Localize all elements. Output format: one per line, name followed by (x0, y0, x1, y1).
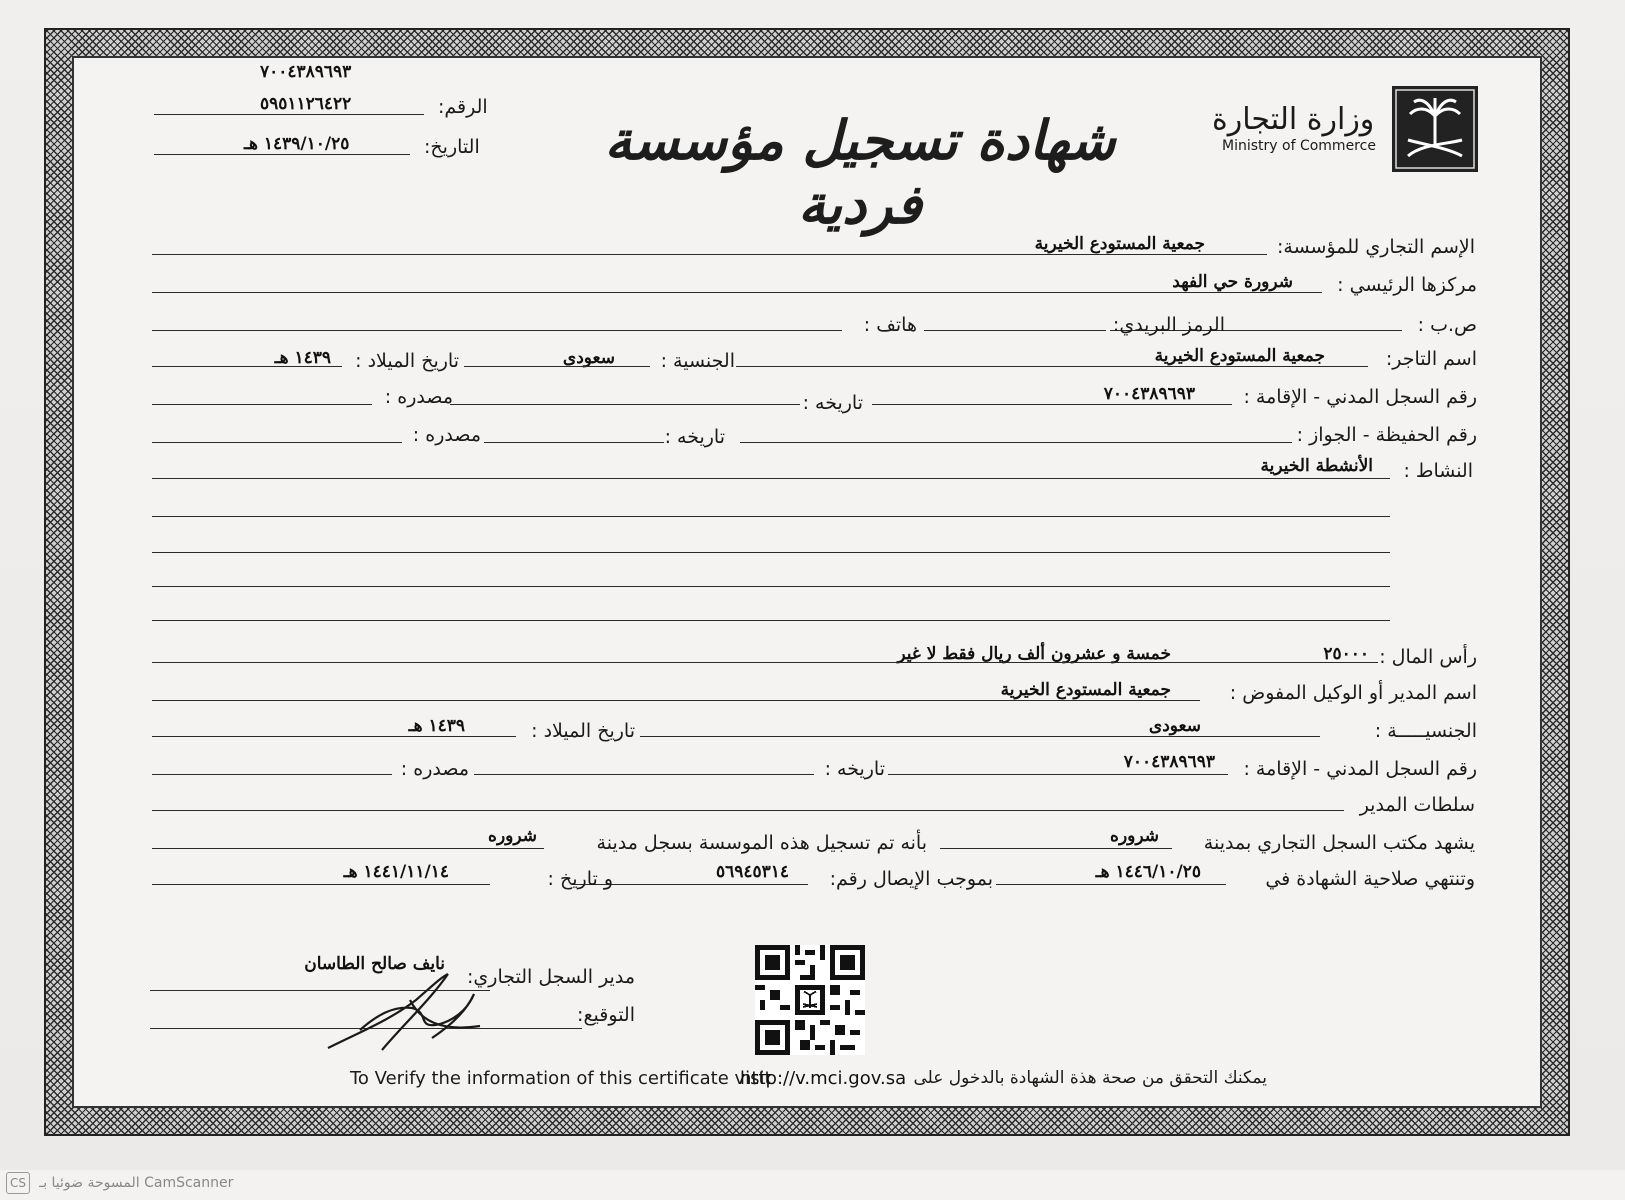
rule (474, 774, 814, 775)
passport-date-label: تاريخه : (664, 426, 725, 448)
rule (940, 848, 1172, 849)
number-label: الرقم: (438, 96, 488, 118)
rule (996, 884, 1226, 885)
rule (152, 736, 516, 737)
rule (152, 810, 1344, 811)
certify-label: يشهد مكتب السجل التجاري بمدينة (1203, 832, 1475, 854)
civil-label: رقم السجل المدني - الإقامة : (1243, 386, 1477, 408)
rule (152, 586, 1390, 587)
mgr-birth-value: ١٤٣٩ هـ (408, 716, 465, 736)
birth-label: تاريخ الميلاد : (355, 350, 459, 372)
registry-manager-name: نايف صالح الطاسان (304, 954, 445, 974)
merchant-value: جمعية المستودع الخيرية (1154, 346, 1325, 366)
and-date-label: و تاريخ : (547, 868, 613, 890)
manager-value: جمعية المستودع الخيرية (1000, 680, 1171, 700)
capital-value: ٢٥٠٠٠ (1323, 644, 1369, 664)
camscanner-text: المسوحة ضوئيا بـ CamScanner (39, 1175, 234, 1191)
merchant-label: اسم التاجر: (1385, 348, 1477, 370)
civil-value: ٧٠٠٤٣٨٩٦٩٣ (1103, 384, 1195, 404)
hq-value: شرورة حي الفهد (1172, 272, 1293, 292)
certify-city: شروره (1110, 826, 1159, 846)
rule (152, 366, 342, 367)
rule (152, 442, 402, 443)
mgr-nationality-value: سعودى (1148, 716, 1201, 736)
registered-label: بأنه تم تسجيل هذه الموسسة بسجل مدينة (596, 832, 927, 854)
rule (736, 366, 1368, 367)
rule (152, 774, 392, 775)
qr-code[interactable] (755, 944, 865, 1056)
mgr-nationality-label: الجنسيـــــة : (1374, 720, 1477, 742)
expiry-value: ١٤٤٦/١٠/٢٥ هـ (1095, 862, 1201, 882)
expiry-label: وتنتهي صلاحية الشهادة في (1265, 868, 1475, 890)
number-value: ٥٩٥١١٢٦٤٢٢ (260, 94, 352, 114)
verify-text-ar: يمكنك التحقق من صحة هذة الشهادة بالدخول على (913, 1068, 1267, 1088)
trade-name-value: جمعية المستودع الخيرية (1034, 234, 1205, 254)
camscanner-watermark (6, 1172, 233, 1194)
hq-label: مركزها الرئيسي : (1337, 274, 1477, 296)
rule (152, 700, 1200, 701)
mgr-source-label: مصدره : (400, 758, 469, 780)
rule (154, 114, 424, 115)
phone-label: هاتف : (863, 314, 917, 336)
nationality-label: الجنسية : (660, 350, 735, 372)
signature-label: التوقيع: (577, 1004, 635, 1026)
activity-value: الأنشطة الخيرية (1260, 456, 1373, 476)
rule (152, 620, 1390, 621)
top-number: ٧٠٠٤٣٨٩٦٩٣ (260, 62, 352, 82)
date-value: ١٤٣٩/١٠/٢٥ هـ (244, 134, 350, 154)
rule (152, 254, 1267, 255)
passport-label: رقم الحفيظة - الجواز : (1296, 424, 1477, 446)
certificate-title: شهادة تسجيل مؤسسة فردية (604, 108, 1116, 236)
rule (484, 442, 664, 443)
ministry-name-ar: وزارة التجارة (1212, 102, 1375, 137)
rule (924, 330, 1106, 331)
verify-url-link[interactable]: http://v.mci.gov.sa (740, 1068, 907, 1089)
rule (464, 366, 650, 367)
palm-swords-emblem-icon (1392, 86, 1478, 172)
mgr-civil-label: رقم السجل المدني - الإقامة : (1243, 758, 1477, 780)
nationality-value: سعودى (562, 348, 615, 368)
rule (152, 478, 1390, 479)
rule (640, 736, 1320, 737)
rule (152, 330, 842, 331)
rule (872, 404, 1232, 405)
receipt-value: ٥٦٩٤٥٣١٤ (715, 862, 789, 882)
ministry-name-en: Ministry of Commerce (1222, 138, 1376, 154)
mgr-birth-label: تاريخ الميلاد : (531, 720, 635, 742)
postal-label: الرمز البريدي: (1112, 314, 1225, 336)
rule (152, 292, 1322, 293)
handwritten-signature (320, 960, 500, 1060)
mgr-civil-value: ٧٠٠٤٣٨٩٦٩٣ (1123, 752, 1215, 772)
rule (152, 516, 1390, 517)
capital-label: رأس المال : (1379, 646, 1477, 668)
civil-source-label: مصدره : (384, 386, 453, 408)
powers-label: سلطات المدير (1359, 794, 1475, 816)
rule (740, 442, 1292, 443)
birth-value: ١٤٣٩ هـ (274, 348, 331, 368)
rule (152, 848, 544, 849)
rule (152, 662, 1378, 663)
registry-manager-label: مدير السجل التجاري: (467, 966, 635, 988)
date-label: التاريخ: (424, 136, 480, 158)
rule (888, 774, 1228, 775)
rule (450, 404, 800, 405)
rule (154, 154, 410, 155)
civil-date-label: تاريخه : (802, 392, 863, 414)
manager-label: اسم المدير أو الوكيل المفوض : (1229, 682, 1477, 704)
receipt-label: بموجب الإيصال رقم: (829, 868, 993, 890)
trade-name-label: الإسم التجاري للمؤسسة: (1277, 236, 1475, 258)
verify-text-en: To Verify the information of this certificate visit (350, 1068, 772, 1089)
rule (152, 552, 1390, 553)
pobox-label: ص.ب : (1417, 314, 1477, 336)
rule (152, 884, 490, 885)
and-date-value: ١٤٤١/١١/١٤ هـ (343, 862, 449, 882)
passport-source-label: مصدره : (412, 424, 481, 446)
mgr-date-label: تاريخه : (824, 758, 885, 780)
rule (152, 404, 372, 405)
capital-words: خمسة و عشرون ألف ريال فقط لا غير (897, 644, 1171, 664)
registered-city: شروره (488, 826, 537, 846)
camscanner-logo-icon: CS (6, 1172, 30, 1194)
activity-label: النشاط : (1403, 460, 1473, 482)
